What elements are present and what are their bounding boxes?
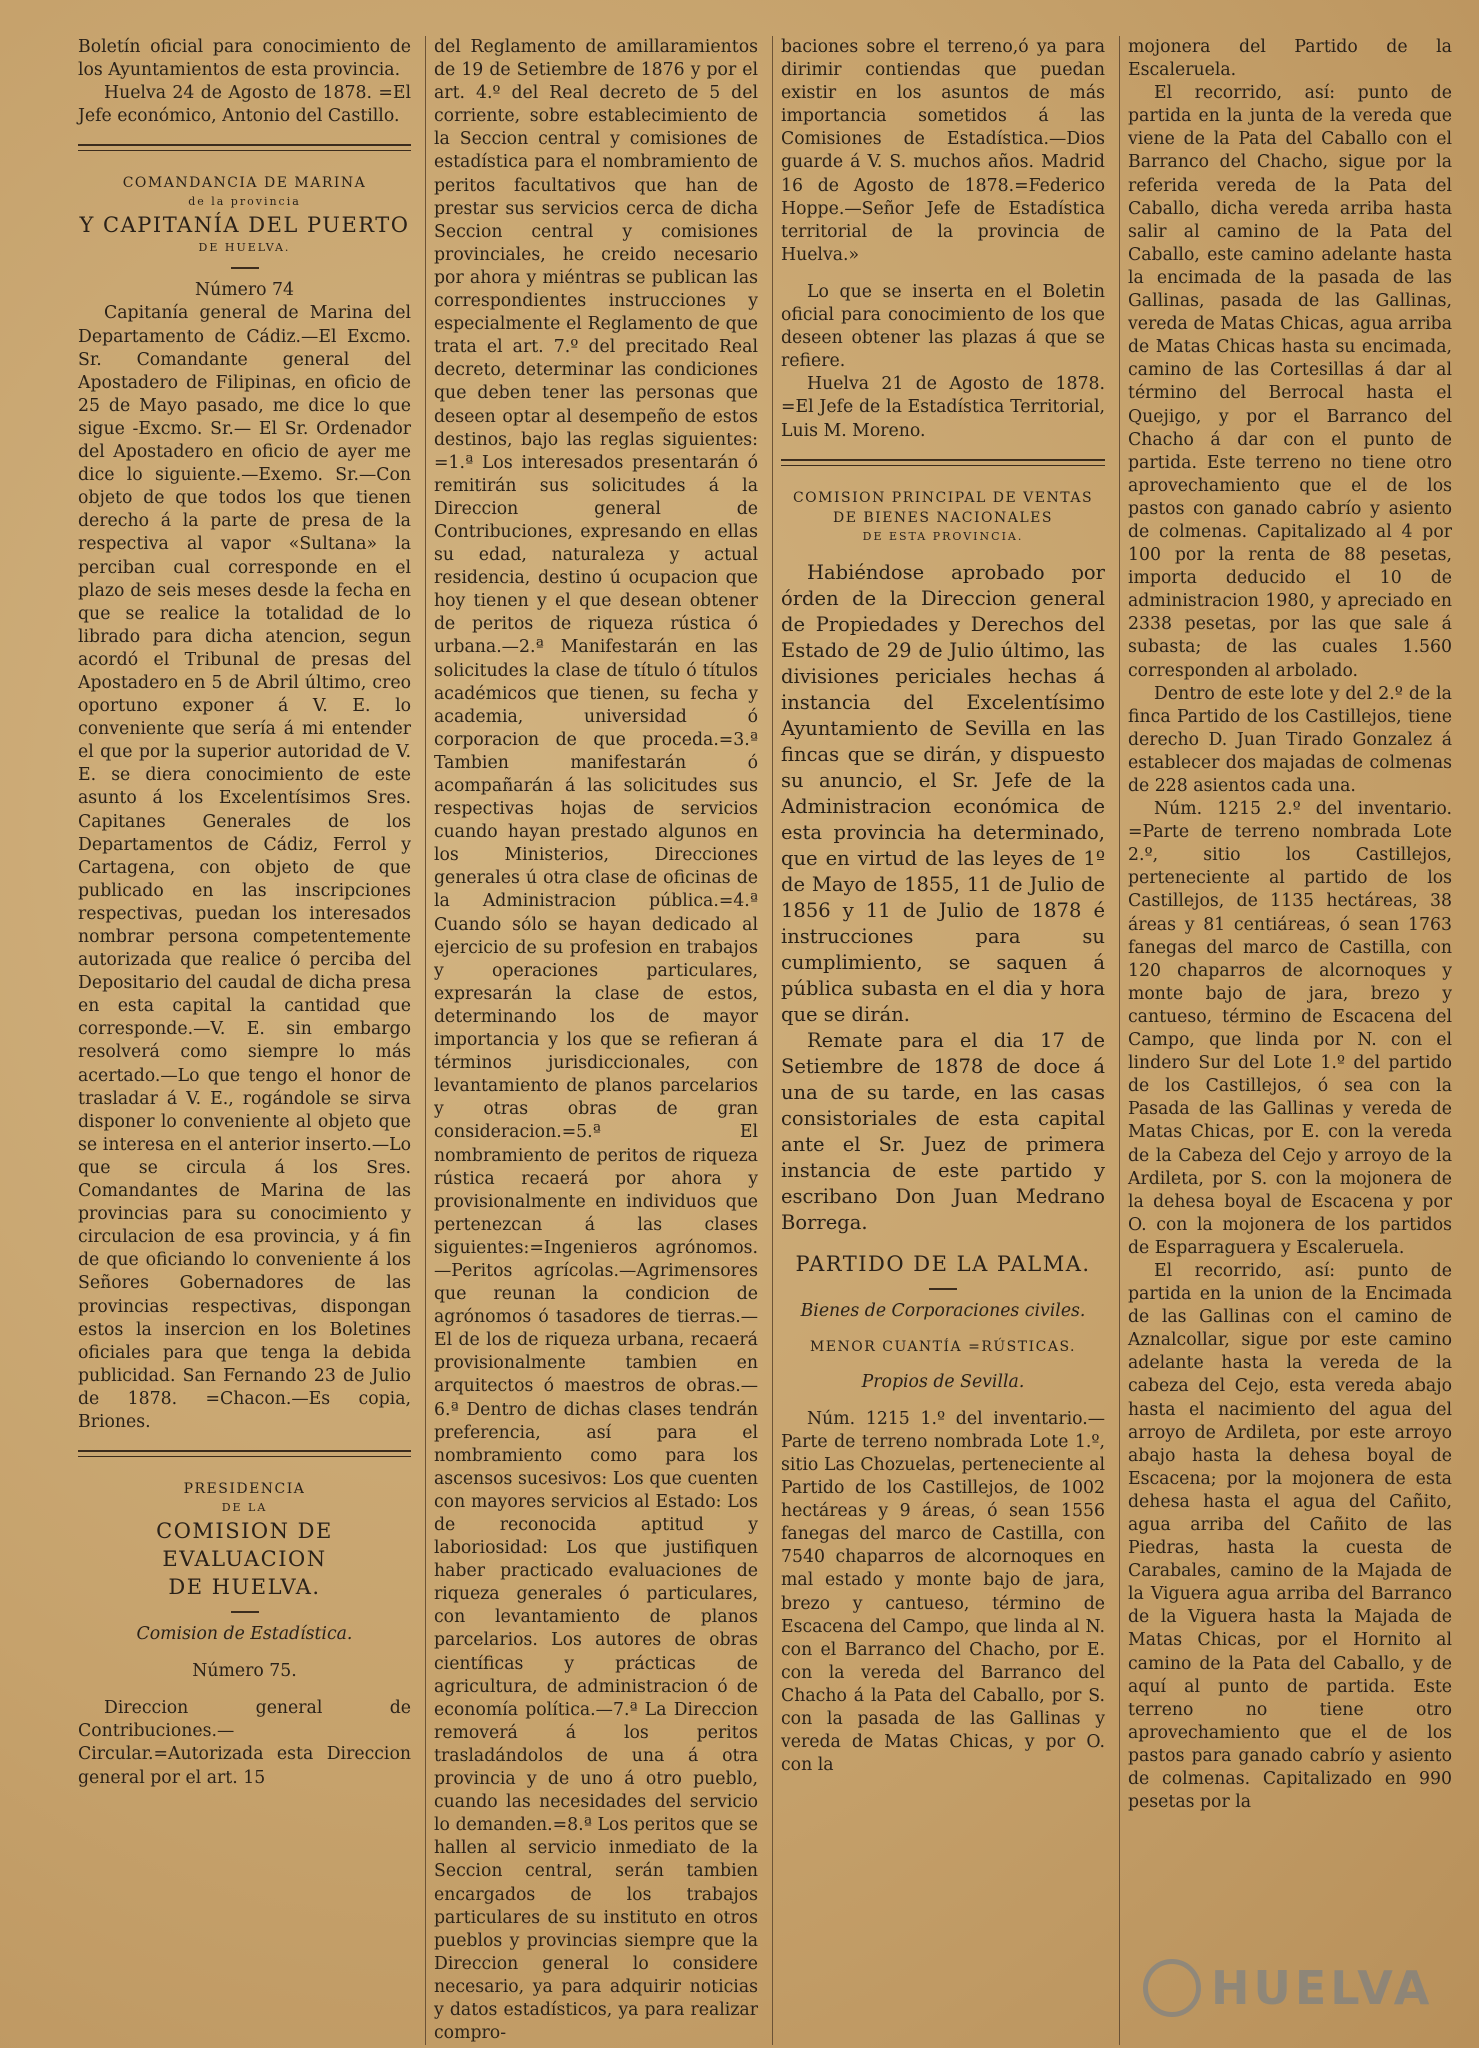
column-2: [425, 36, 758, 2045]
spacer: [78, 1683, 411, 1697]
section-dash: [929, 1288, 957, 1290]
section-heading: MENOR CUANTÍA =RÚSTICAS.: [809, 1338, 1077, 1355]
italic-heading: Comision de Estadística.: [136, 1624, 353, 1645]
section-subheading: DE LA: [221, 1501, 268, 1515]
body-paragraph: Dentro de este lote y del 2.º de la finca Partido de los Castillejos, tiene derecho D. Juan Tirado Gonzalez á establecer dos majadas de colmenas de 228 asientos cada una.: [1128, 683, 1452, 796]
body-paragraph: Huelva 21 de Agosto de 1878. =El Jefe de la Estadística Territorial, Luis M. Moreno.: [781, 374, 1105, 441]
body-paragraph: Capitanía general de Marina del Departamento de Cádiz.—El Excmo. Sr. Comandante general del Apostadero de Filipinas, en oficio de 25 de Mayo pasado, me dice lo que sigue -Excmo. Sr.— El Sr. Ordenador del Apostadero en oficio de ayer me dice lo siguiente.—Exemo. Sr.—Con objeto de que todos los que tienen derecho á la parte de presa de la respectiva al vapor «Sultana» la perciban cual corresponde en el plazo de seis meses desde la fecha en que se realice la totalidad de lo librado para dicha atencion, segun acordó el Tribunal de presas del Apostadero en 5 de Abril último, creo oportuno exponer á V. E. lo conveniente que sería á mi entender el que por la superior autoridad de V. E. se diera conocimiento de este asunto á los Excelentísimos Sres. Capitanes Generales de los Departamentos de Cádiz, Ferrol y Cartagena, con objeto de que publicado en las inscripciones respectivas, puedan los interesados nombrar persona competentemente autorizada que realice ó perciba del Depositario del caudal de dicha presa en esta capital la cantidad que corresponde.—V. E. sin embargo resolverá como siempre lo más acertado.—Lo que tengo el honor de trasladar á V. E., rogándole se sirva disponer lo conveniente al objeto que se interesa en el anterior inserto.—Lo que se circula á los Sres. Comandantes de Marina de las provincias para su conocimiento y circulacion de esa provincia, y á fin de que oficiando lo conveniente á los Señores Gobernadores de las provincias respectivas, dispongan estos la insercion en los Boletines oficiales para que tenga la debida publicidad. San Fernando 23 de Julio de 1878. =Chacon.—Es copia, Briones.: [78, 303, 411, 1432]
section-subheading: DE ESTA PROVINCIA.: [862, 529, 1024, 543]
notice-number: Número 75.: [192, 1661, 297, 1682]
body-paragraph: El recorrido, así: punto de partida en la junta de la vereda que viene de la Pata del Caballo con el Barranco del Chacho, sigue por la referida vereda de la Pata del Caballo, dicha vereda arriba hasta salir al camino de la Pata del Caballo, este camino adelante hasta la encimada de la pasada de las Gallinas, pasada de las Gallinas, vereda de Matas Chicas, agua arriba de Matas Chicas hasta su encimada, camino de las Cortesillas á dar al término del Berrocal hasta el Quejigo, y por el Barranco del Chacho á dar con el punto de partida. Este terreno no tiene otro aprovechamiento que el de los pastos con ganado cabrío y asiento de colmenas. Capitalizado al 4 por 100 por la renta de 88 pesetas, importa deducido el 10 de administracion 1980, y apreciado en 2338 pesetas, por las que sale á subasta; de las cuales 1.560 corresponden al arbolado.: [1128, 83, 1452, 681]
spacer: [781, 1236, 1105, 1250]
column-4: [1119, 36, 1452, 2045]
body-paragraph: del Reglamento de amillaramientos de 19 de Setiembre de 1876 y por el art. 4.º del Real decreto de 5 del corriente, sobre establecimiento de la Seccion central y comisiones de estadística para el nombramiento de peritos facultativos que han de prestar sus servicios cerca de dicha Seccion central y comisiones provinciales, he creido necesario por ahora y miéntras se publican las correspondientes instrucciones y especialmente el Reglamento de que trata el art. 7.º del precitado Real decreto, determinar las condiciones que deben tener las personas que deseen optar al desempeño de estos destinos, bajo las reglas siguientes: =1.ª Los interesados presentarán ó remitirán sus solicitudes á la Direccion general de Contribuciones, expresando en ellas su edad, naturaleza y actual residencia, destino ú ocupacion que hoy tienen y el que desean obtener de peritos de riqueza rústica ó urbana.—2.ª Manifestarán en las solicitudes la clase de título ó títulos académicos que tienen, su fecha y academia, universidad ó corporacion de que proceda.=3.ª Tambien manifestarán ó acompañarán á las solicitudes sus respectivas hojas de servicios cuando hayan prestado algunos en los Ministerios, Direcciones generales ú otra clase de oficinas de la Administracion pública.=4.ª Cuando sólo se hayan dedicado al ejercicio de su profesion en trabajos y operaciones particulares, expresarán la clase de estos, determinando los de mayor importancia y los que se refieran á términos jurisdiccionales, con levantamiento de planos parcelarios y otras obras de gran consideracion.=5.ª El nombramiento de peritos de riqueza rústica recaerá por ahora y provisionalmente en individuos que pertenezcan á las clases siguientes:=Ingenieros agrónomos.—Peritos agrícolas.—Agrimensores que reunan la condicion de agrónomos ó tasadores de tierras.—El de los de riqueza urbana, recaerá provisionalmente tambien en arquitectos ó maestros de obras.—6.ª Dentro de dichas clases tendrán preferencia, así para el nombramiento como para los ascensos sucesivos: Los que cuenten con mayores servicios al Estado: Los de reconocida aptitud y laboriosidad: Los que justifiquen haber practicado evaluaciones de riqueza generales ó particulares, con levantamiento de planos parcelarios. Los autores de obras científicas y prácticas de agricultura, de administracion ó de economía política.—7.ª La Direccion removerá á los peritos trasladándolos de una á otra provincia y de uno á otro pueblo, cuando las necesidades del servicio lo demanden.=8.ª Los peritos que se hallen al servicio inmediato de la Seccion central, serán tambien encargados de los trabajos particulares de su instituto en otros pueblos y provincias siempre que la Direccion general lo considere necesario, ya para adquirir noticias y datos estadísticos, ya para realizar compro-: [434, 37, 758, 2044]
section-rule: [781, 459, 1105, 466]
notice-number: Número 74: [194, 280, 294, 301]
announcement-paragraph: Habiéndose aprobado por órden de la Direccion general de Propiedades y Derechos del Estado de 29 de Julio último, las divisiones periciales hechas á instancia del Excelentísimo Ayuntamiento de Sevilla en las fincas que se dirán, y dispuesto su anuncio, el Sr. Jefe de la Administracion económica de esta provincia ha determinado, que en virtud de las leyes de 1º de Mayo de 1855, 11 de Julio de 1856 y 11 de Julio de 1878 é instrucciones para su cumplimiento, se saquen á pública subasta en el dia y hora que se dirán.: [781, 560, 1105, 1026]
column-1: [78, 36, 411, 2045]
body-paragraph: Direccion general de Contribuciones.—Circular.=Autorizada esta Direccion general por el art. 15: [78, 1698, 411, 1788]
spacer: [781, 1323, 1105, 1337]
section-title: COMISION DE EVALUACION: [156, 1519, 333, 1572]
section-rule: [78, 144, 411, 151]
section-title: PARTIDO DE LA PALMA.: [795, 1251, 1091, 1276]
section-heading: COMANDANCIA DE MARINA: [122, 175, 367, 192]
spacer: [78, 1646, 411, 1660]
body-paragraph: Núm. 1215 1.º del inventario.—Parte de terreno nombrada Lote 1.º, sitio Las Chozuelas, perteneciente al Partido de los Castillejos, de 1002 hectáreas y 9 áreas, ó sean 1556 fanegas del marco de Castilla, con 7540 chaparros de alcornoques en mal estado y monte bajo de jara, brezo y cantueso, término de Escacena del Campo, que linda al N. con el Barranco del Chacho, por E. con la vereda del Barranco del Chacho á la Pata del Caballo, por S. con la pasada de las Gallinas y vereda de Matas Chicas, y por O. con la: [781, 1408, 1105, 1776]
section-title: Y CAPITANÍA DEL PUERTO: [79, 213, 410, 238]
section-title: DE HUELVA.: [168, 1575, 321, 1600]
section-subheading: DE HUELVA.: [198, 241, 291, 255]
body-paragraph: mojonera del Partido de la Escaleruela.: [1128, 37, 1452, 81]
spacer: [781, 1394, 1105, 1408]
section-subheading: de la provincia: [188, 195, 301, 209]
spacer: [781, 546, 1105, 560]
body-paragraph: Lo que se inserta en el Boletin oficial para conocimiento de los que deseen obtener las plazas á que se refiere.: [781, 281, 1105, 372]
body-paragraph: Boletín oficial para conocimiento de los Ayuntamientos de esta provincia.: [78, 37, 411, 81]
body-paragraph: Núm. 1215 2.º del inventario. =Parte de terreno nombrada Lote 2.º, sitio los Castillejos, perteneciente al partido de los Castillejos, de 1135 hectáreas, 38 áreas y 81 centiáreas, ó sean 1763 fanegas del marco de Castilla, con 120 chaparros de alcornoques y monte bajo de jara, brezo y cantueso, término de Escacena del Campo, que linda por N. con el lindero Sur del Lote 1.º del partido de los Castillejos, ó sea con la Pasada de las Gallinas y vereda de Matas Chicas, por E. con la vereda de la Cabeza del Cejo y arroyo de la Ardileta, por S. con la mojonera de la dehesa boyal de Escacena y por O. con la mojonera de los partidos de Esparraguera y Escaleruela.: [1128, 799, 1452, 1258]
italic-heading: Bienes de Corporaciones civiles.: [800, 1300, 1086, 1321]
section-dash: [231, 1611, 259, 1613]
section-heading: PRESIDENCIA: [183, 1481, 306, 1498]
announcement-paragraph: Remate para el dia 17 de Setiembre de 1878 de doce á una de su tarde, en las casas consistoriales de esta capital ante el Sr. Juez de primera instancia de este partido y escribano Don Juan Medrano Borrega.: [781, 1028, 1105, 1234]
archive-watermark: [1143, 1956, 1443, 2020]
section-heading: COMISION PRINCIPAL DE VENTAS DE BIENES NACIONALES: [792, 489, 1094, 526]
body-paragraph: baciones sobre el terreno,ó ya para dirimir contiendas que puedan existir en los asuntos de más importancia sometidos á las Comisiones de Estadística.—Dios guarde á V. S. muchos años. Madrid 16 de Agosto de 1878.=Federico Hoppe.—Señor Jefe de Estadística territorial de la provincia de Huelva.»: [781, 37, 1105, 265]
column-3: [772, 36, 1105, 2045]
section-rule: [78, 1450, 411, 1457]
watermark-text: HUELVA: [1211, 1961, 1434, 2015]
body-paragraph: El recorrido, así: punto de partida en la union de la Encimada de las Gallinas con el camino de Aznalcollar, sigue por este camino adelante hasta la vereda de la cabeza del Cejo, esta vereda abajo hasta el nacimiento del agua del arroyo de Ardileta, por este arroyo abajo hasta la dehesa boyal de Escacena; por la mojonera de esta dehesa hasta el agua del Cañito, agua arriba del Cañito de las Piedras, hasta la cuesta de Carabales, camino de la Majada de la Viguera agua arriba del Barranco de la Viguera hasta la Majada de Matas Chicas, por el Hornito al camino de la Pata del Caballo, y de aquí al punto de partida. Este terreno no tiene otro aprovechamiento que el de los pastos para ganado cabrío y asiento de colmenas. Capitalizado en 990 pesetas por la: [1128, 1260, 1452, 1813]
section-dash: [231, 267, 259, 269]
coat-of-arms-icon: [1143, 1959, 1201, 2017]
italic-heading: Propios de Sevilla.: [861, 1371, 1025, 1392]
body-paragraph: Huelva 24 de Agosto de 1878. =El Jefe económico, Antonio del Castillo.: [78, 83, 411, 127]
spacer: [781, 267, 1105, 281]
spacer: [781, 1357, 1105, 1371]
newspaper-page: [78, 36, 1452, 2044]
